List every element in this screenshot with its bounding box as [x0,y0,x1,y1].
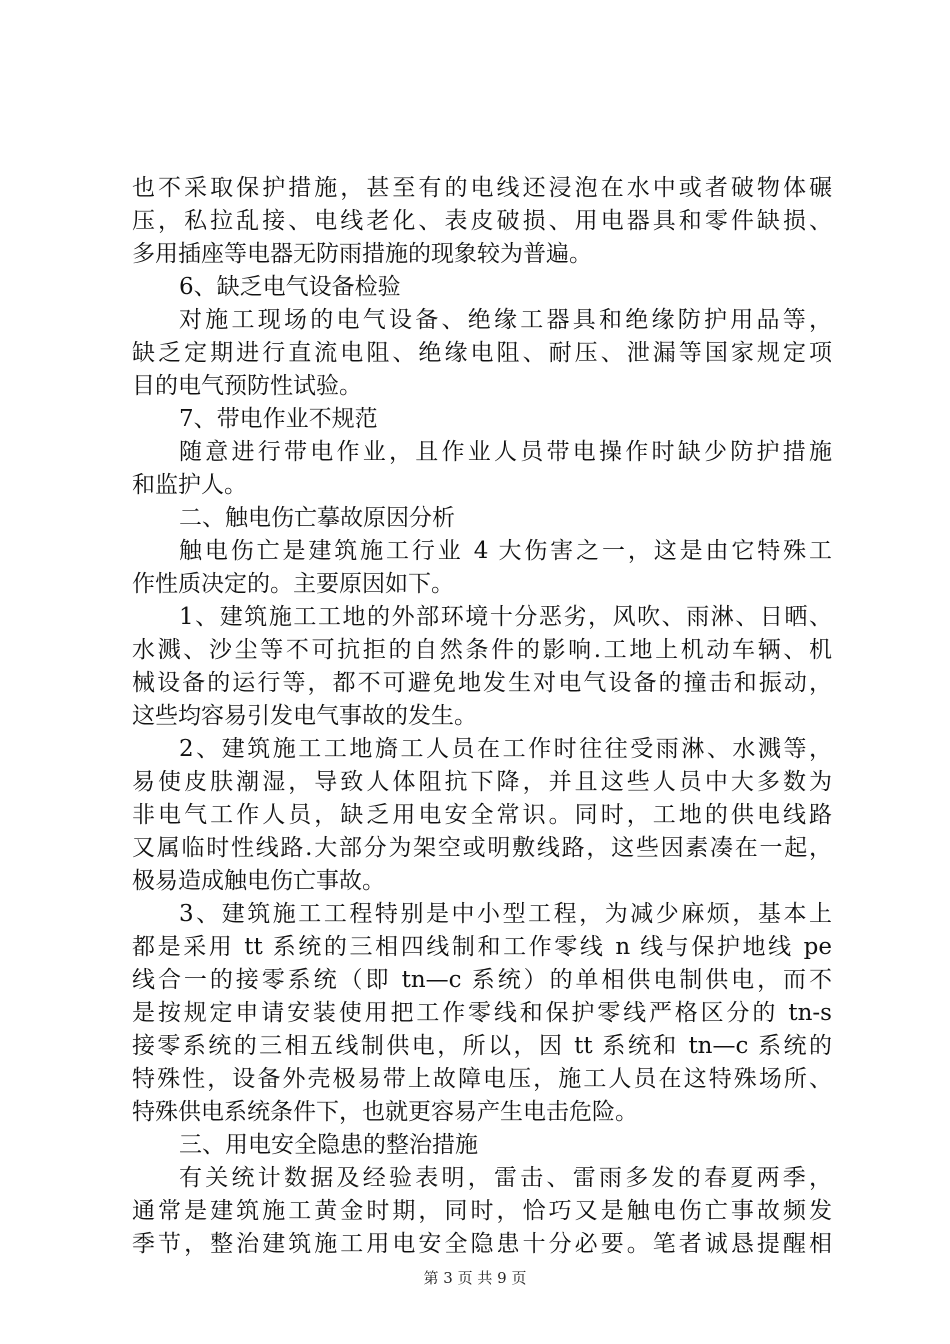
text-line: 对施工现场的电气设备、绝缘工器具和绝缘防护用品等， [179,307,832,333]
text-line: 触电伤亡是建筑施工行业 4 大伤害之一，这是由它特殊工 [179,538,832,564]
text-line: 作性质决定的。主要原因如下。 [132,571,454,597]
text-line: 目的电气预防性试验。 [132,373,362,399]
text-line: 1、建筑施工工地的外部环境十分恶劣，风吹、雨淋、日晒、 [179,604,832,630]
text-line: 3、建筑施工工程特别是中小型工程，为减少麻烦，基本上 [179,901,832,927]
text-line: 随意进行带电作业，且作业人员带电操作时缺少防护措施 [179,439,832,465]
text-line: 这些均容易引发电气事故的发生。 [132,703,477,729]
text-line: 极易造成触电伤亡事故。 [132,868,385,894]
text-line: 特殊供电系统条件下，也就更容易产生电击危险。 [132,1099,638,1125]
text-line: 2、建筑施工工地旖工人员在工作时往往受雨淋、水溅等， [179,736,832,762]
text-line: 接零系统的三相五线制供电，所以，因 tt 系统和 tn—c 系统的 [132,1033,832,1059]
text-line: 易使皮肤潮湿，导致人体阻抗下降，并且这些人员中大多数为 [132,769,832,795]
text-line: 都是采用 tt 系统的三相四线制和工作零线 n 线与保护地线 pe [132,934,832,960]
text-line: 6、缺乏电气设备检验 [179,274,401,300]
text-line: 水溅、沙尘等不可抗拒的自然条件的影响.工地上机动车辆、机 [132,637,832,663]
text-line: 和监护人。 [132,472,247,498]
text-line: 有关统计数据及经验表明，雷击、雷雨多发的春夏两季， [179,1165,832,1191]
text-line: 械设备的运行等，都不可避免地发生对电气设备的撞击和振动， [132,670,832,696]
text-line: 线合一的接零系统（即 tn—c 系统）的单相供电制供电，而不 [132,967,832,993]
page-number-label: 第 3 页 共 9 页 [423,1269,527,1287]
text-line: 非电气工作人员，缺乏用电安全常识。同时，工地的供电线路 [132,802,832,828]
text-line: 也不采取保护措施，甚至有的电线还浸泡在水中或者破物体碾 [132,175,832,201]
page-footer [0,1267,950,1288]
document-body [132,172,832,1261]
text-line: 又属临时性线路.大部分为架空或明敷线路，这些因素凑在一起， [132,835,832,861]
text-line: 压，私拉乱接、电线老化、表皮破损、用电器具和零件缺损、 [132,208,832,234]
text-line: 多用插座等电器无防雨措施的现象较为普遍。 [132,241,592,267]
text-line: 7、带电作业不规范 [179,406,378,432]
text-line: 是按规定申请安装使用把工作零线和保护零线严格区分的 tn-s [132,1000,832,1026]
text-line: 二、触电伤亡摹故原因分析 [179,505,455,531]
text-line: 特殊性，设备外壳极易带上故障电压，施工人员在这特殊场所、 [132,1066,832,1092]
text-line: 三、用电安全隐患的整治措施 [179,1132,478,1158]
text-line: 季节，整治建筑施工用电安全隐患十分必要。笔者诚恳提醒相 [132,1231,832,1257]
text-line: 通常是建筑施工黄金时期，同时，恰巧又是触电伤亡事故频发 [132,1198,832,1224]
text-line: 缺乏定期进行直流电阻、绝缘电阻、耐压、泄漏等国家规定项 [132,340,832,366]
